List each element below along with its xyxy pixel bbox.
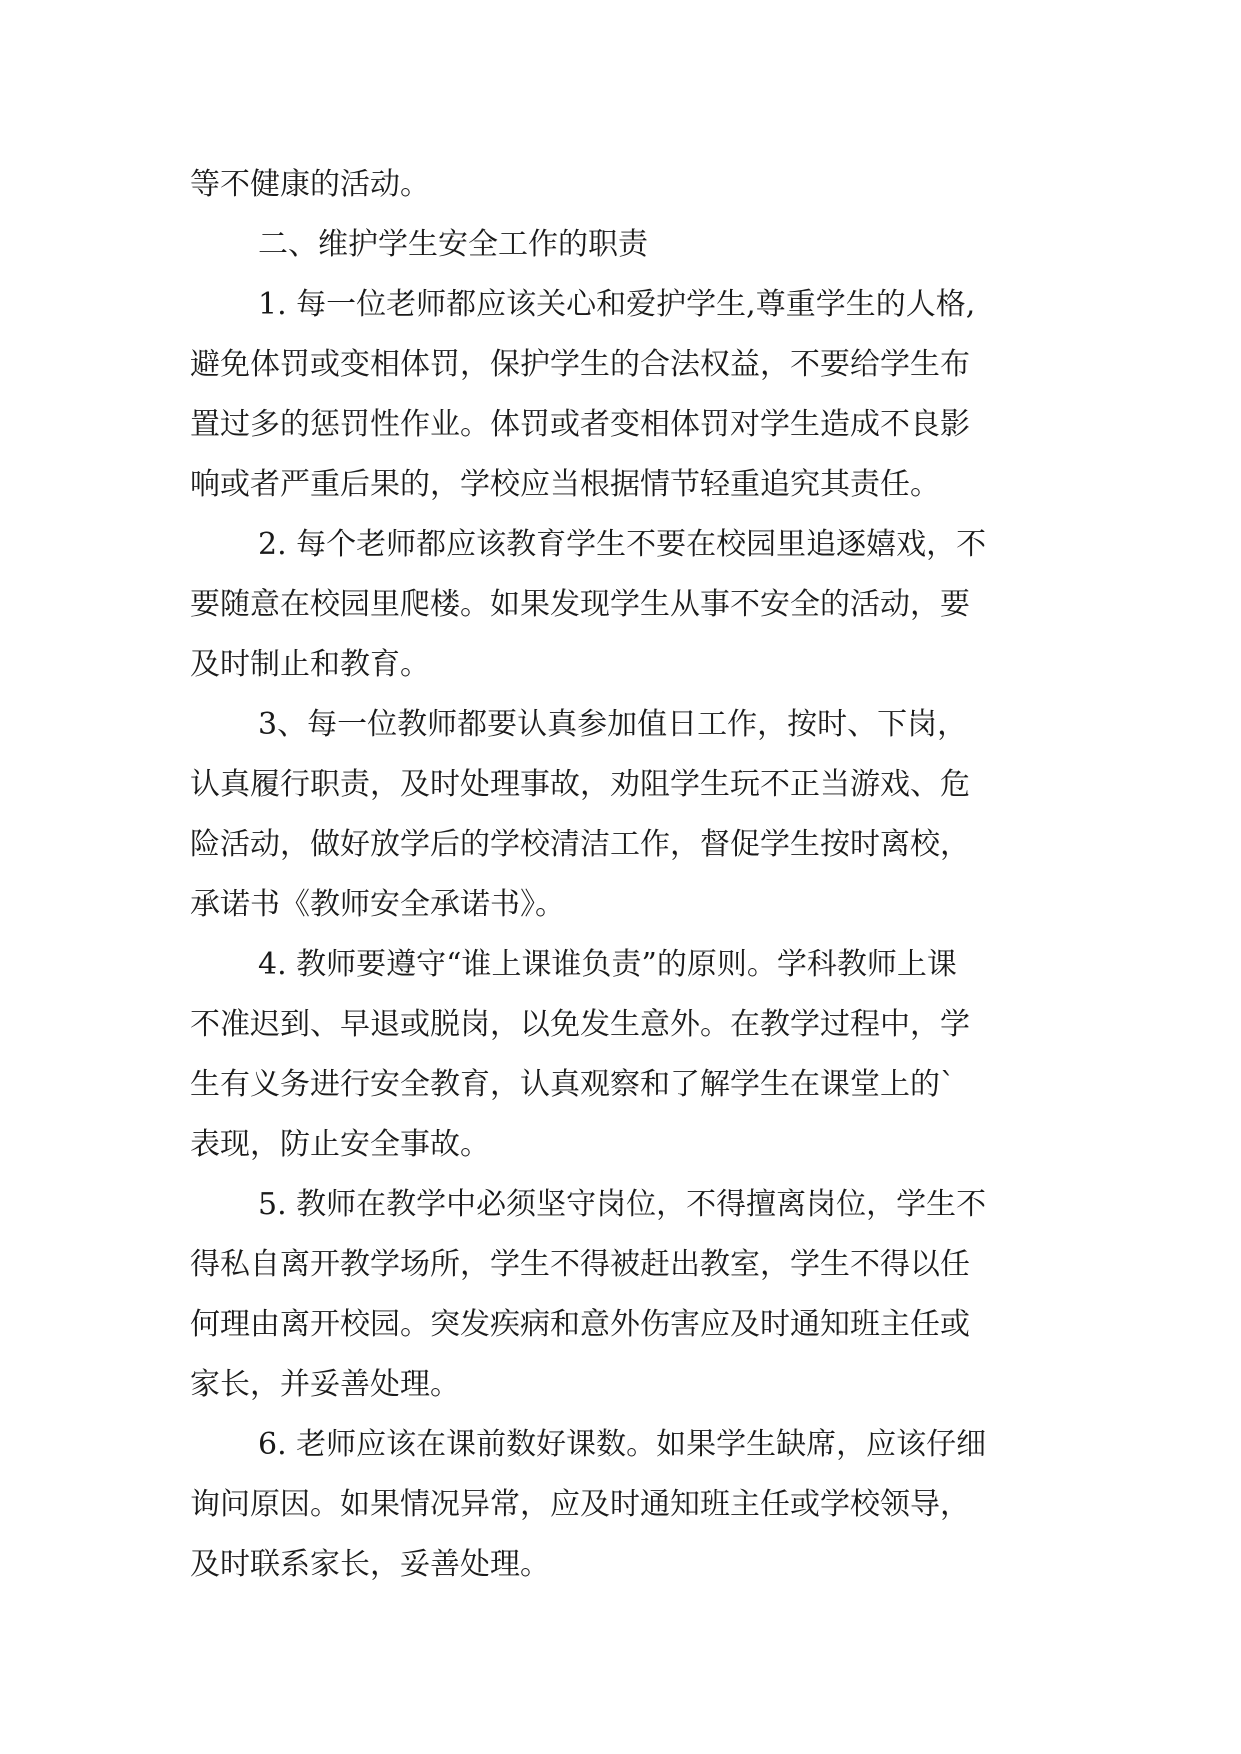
body-text-line: 表现，防止安全事故。: [190, 1127, 490, 1162]
body-text-line: 及时制止和教育。: [190, 647, 430, 682]
body-text-line: 认真履行职责，及时处理事故，劝阻学生玩不正当游戏、危: [190, 767, 970, 802]
body-text-line: 2. 每个老师都应该教育学生不要在校园里追逐嬉戏，不: [258, 527, 987, 562]
body-text-line: 5. 教师在教学中必须坚守岗位，不得擅离岗位，学生不: [258, 1187, 987, 1222]
body-text-line: 1. 每一位老师都应该关心和爱护学生,尊重学生的人格,: [258, 287, 976, 322]
body-text-line: 询问原因。如果情况异常，应及时通知班主任或学校领导，: [190, 1487, 970, 1522]
body-text-line: 6. 老师应该在课前数好课数。如果学生缺席，应该仔细: [258, 1427, 987, 1462]
body-text-line: 得私自离开教学场所，学生不得被赶出教室，学生不得以任: [190, 1247, 970, 1282]
body-text-line: 承诺书《教师安全承诺书》。: [190, 887, 565, 922]
body-text-line: 响或者严重后果的，学校应当根据情节轻重追究其责任。: [190, 467, 940, 502]
body-text-line: 3、每一位教师都要认真参加值日工作，按时、下岗，: [258, 707, 968, 742]
body-text-line: 家长，并妥善处理。: [190, 1367, 460, 1402]
body-text-line: 险活动，做好放学后的学校清洁工作，督促学生按时离校，: [190, 827, 970, 862]
body-text-line: 4. 教师要遵守“谁上课谁负责”的原则。学科教师上课: [258, 947, 957, 982]
body-text-line: 置过多的惩罚性作业。体罚或者变相体罚对学生造成不良影: [190, 407, 970, 442]
body-text-line: 不准迟到、早退或脱岗，以免发生意外。在教学过程中，学: [190, 1007, 970, 1042]
body-text-line: 何理由离开校园。突发疾病和意外伤害应及时通知班主任或: [190, 1307, 970, 1342]
body-text-line: 及时联系家长，妥善处理。: [190, 1547, 550, 1582]
body-text-line: 生有义务进行安全教育，认真观察和了解学生在课堂上的`: [190, 1067, 955, 1102]
body-text-line: 要随意在校园里爬楼。如果发现学生从事不安全的活动，要: [190, 587, 970, 622]
section-heading: 二、维护学生安全工作的职责: [258, 227, 648, 262]
body-text-line: 避免体罚或变相体罚，保护学生的合法权益，不要给学生布: [190, 347, 970, 382]
body-text-line: 等不健康的活动。: [190, 167, 430, 202]
